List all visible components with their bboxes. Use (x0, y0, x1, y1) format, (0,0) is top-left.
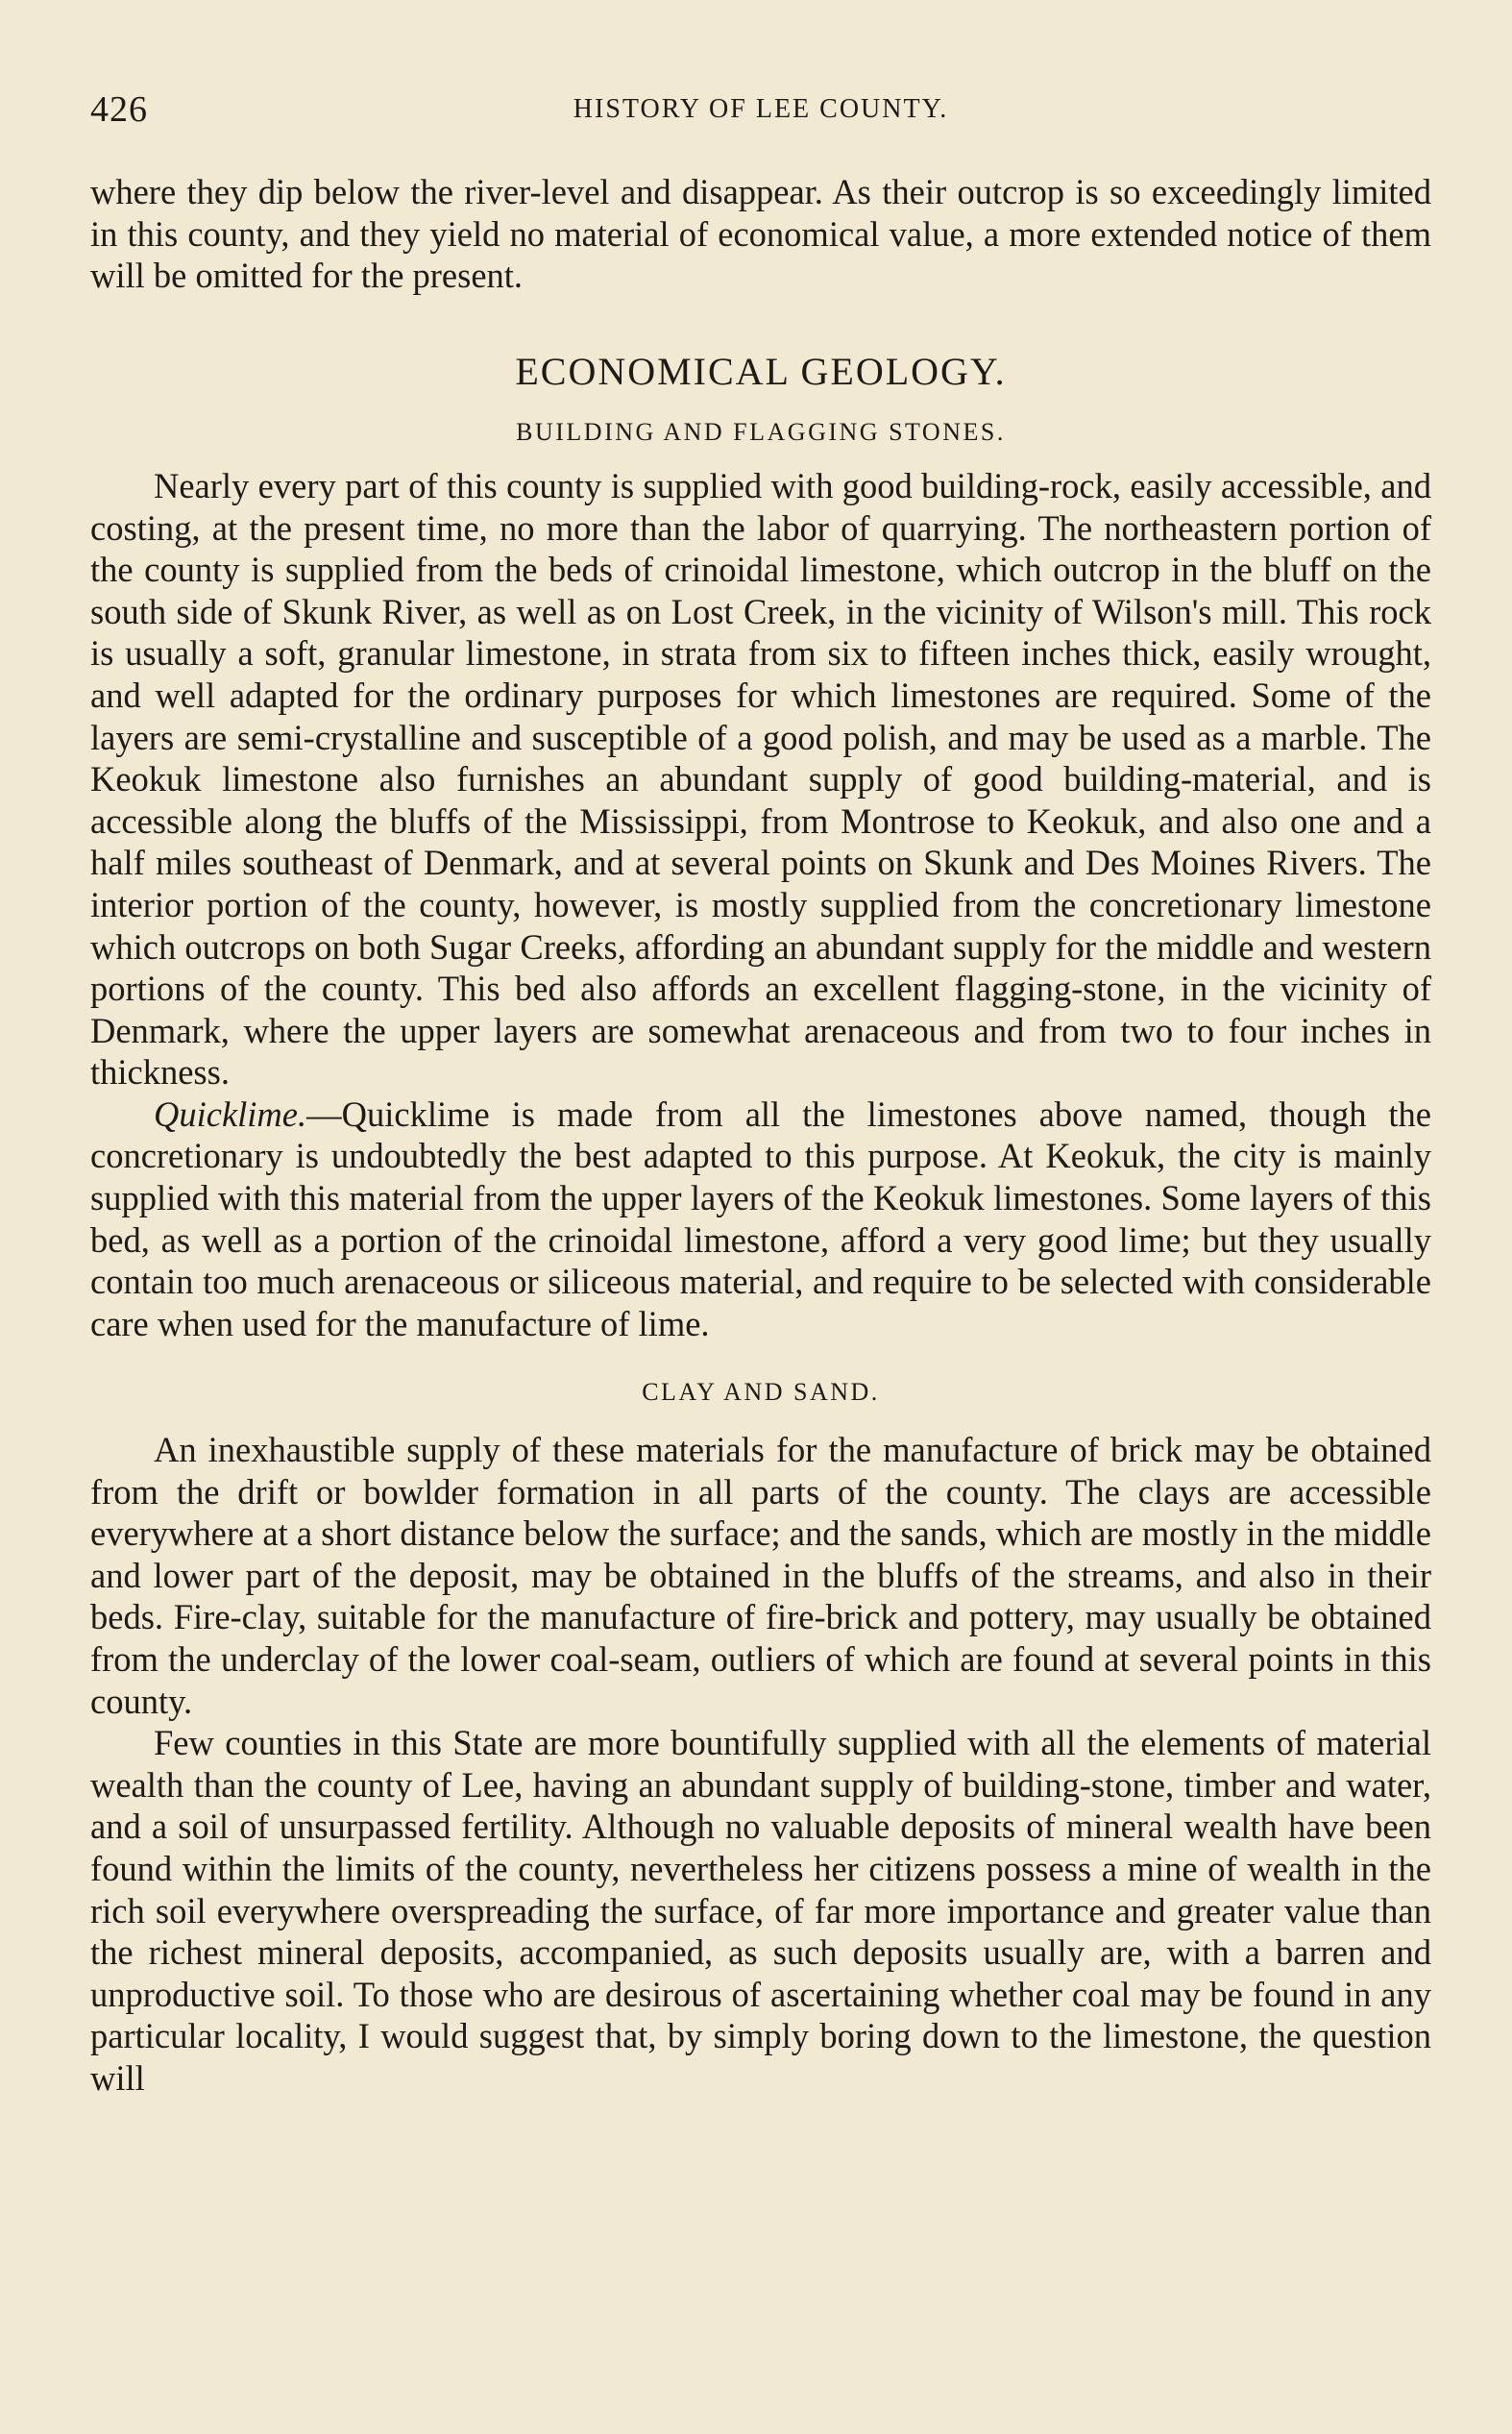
quicklime-label: Quicklime. (154, 1094, 307, 1134)
building-stones-paragraph: Nearly every part of this county is supplied with good building-rock, easily accessible, and costing, at the present time, no more than the labor of quarrying. The northeastern portion of the county is supplied from the beds of crinoidal limestone, which outcrop in the bluff on the south side of Skunk River, as well as on Lost Creek, in the vicinity of Wilson's mill. This rock is usually a soft, granular limestone, in strata from six to fifteen inches thick, easily wrought, and well adapted for the ordinary purposes for which limestones are required. Some of the layers are semi-crystalline and susceptible of a good polish, and may be used as a marble. The Keokuk limestone also furnishes an abundant supply of good building-material, and is accessible along the bluffs of the Mississippi, from Montrose to Keokuk, and also one and a half miles southeast of Denmark, and at several points on Skunk and Des Moines Rivers. The interior portion of the county, however, is mostly supplied from the concretionary limestone which outcrops on both Sugar Creeks, affording an abundant supply for the middle and western portions of the county. This bed also affords an excellent flagging-stone, in the vicinity of Denmark, where the upper layers are somewhat arenaceous and from two to four inches in thickness. (90, 465, 1431, 1093)
clay-sand-paragraph: An inexhaustible supply of these materials for the manufacture of brick may be obtained from the drift or bowlder formation in all parts of the county. The clays are accessible everywhere at a short distance below the surface; and the sands, which are mostly in the middle and lower part of the deposit, may be obtained in the bluffs of the streams, and also in their beds. Fire-clay, suitable for the manufacture of fire-brick and pottery, may usually be obtained from the underclay of the lower coal-seam, outliers of which are found at several points in this county. (90, 1430, 1431, 1721)
quicklime-text: —Quicklime is made from all the limestones above named, though the concretionary is undoubtedly the best adapted to this purpose. At Keokuk, the city is mainly supplied with this material from the upper layers of the Keokuk limestones. Some layers of this bed, as well as a portion of the crinoidal limestone, afford a very good lime; but they usually contain too much arenaceous or siliceous material, and require to be selected with considerable care when used for the manufacture of lime. (90, 1094, 1431, 1343)
subhead-building-stones: BUILDING AND FLAGGING STONES. (516, 418, 1006, 447)
section-title: ECONOMICAL GEOLOGY. (515, 349, 1007, 393)
page-number: 426 (90, 89, 148, 130)
subhead-clay-sand: CLAY AND SAND. (642, 1378, 880, 1407)
mineral-wealth-paragraph: Few counties in this State are more bountifully supplied with all the elements of material wealth than the county of Lee, having an abundant supply of building-stone, timber and water, and a soil of unsurpassed fertility. Although no valuable deposits of mineral wealth have been found within the limits of the county, nevertheless her citizens possess a mine of wealth in the rich soil everywhere overspreading the surface, of far more importance and greater value than the richest mineral deposits, accompanied, as such deposits usually are, with a barren and unproductive soil. To those who are desirous of ascertaining whether coal may be found in any particular locality, I would suggest that, by simply boring down to the limestone, the question will (90, 1723, 1431, 2098)
body-text (90, 171, 1431, 2100)
running-title: HISTORY OF LEE COUNTY. (573, 94, 949, 124)
quicklime-paragraph (90, 1094, 1431, 1345)
intro-paragraph: where they dip below the river-level and disappear. As their outcrop is so exceedingly limited in this county, and they yield no material of economical value, a more extended notice of them will be omitted for the present. (90, 172, 1431, 296)
running-head (90, 88, 1431, 146)
